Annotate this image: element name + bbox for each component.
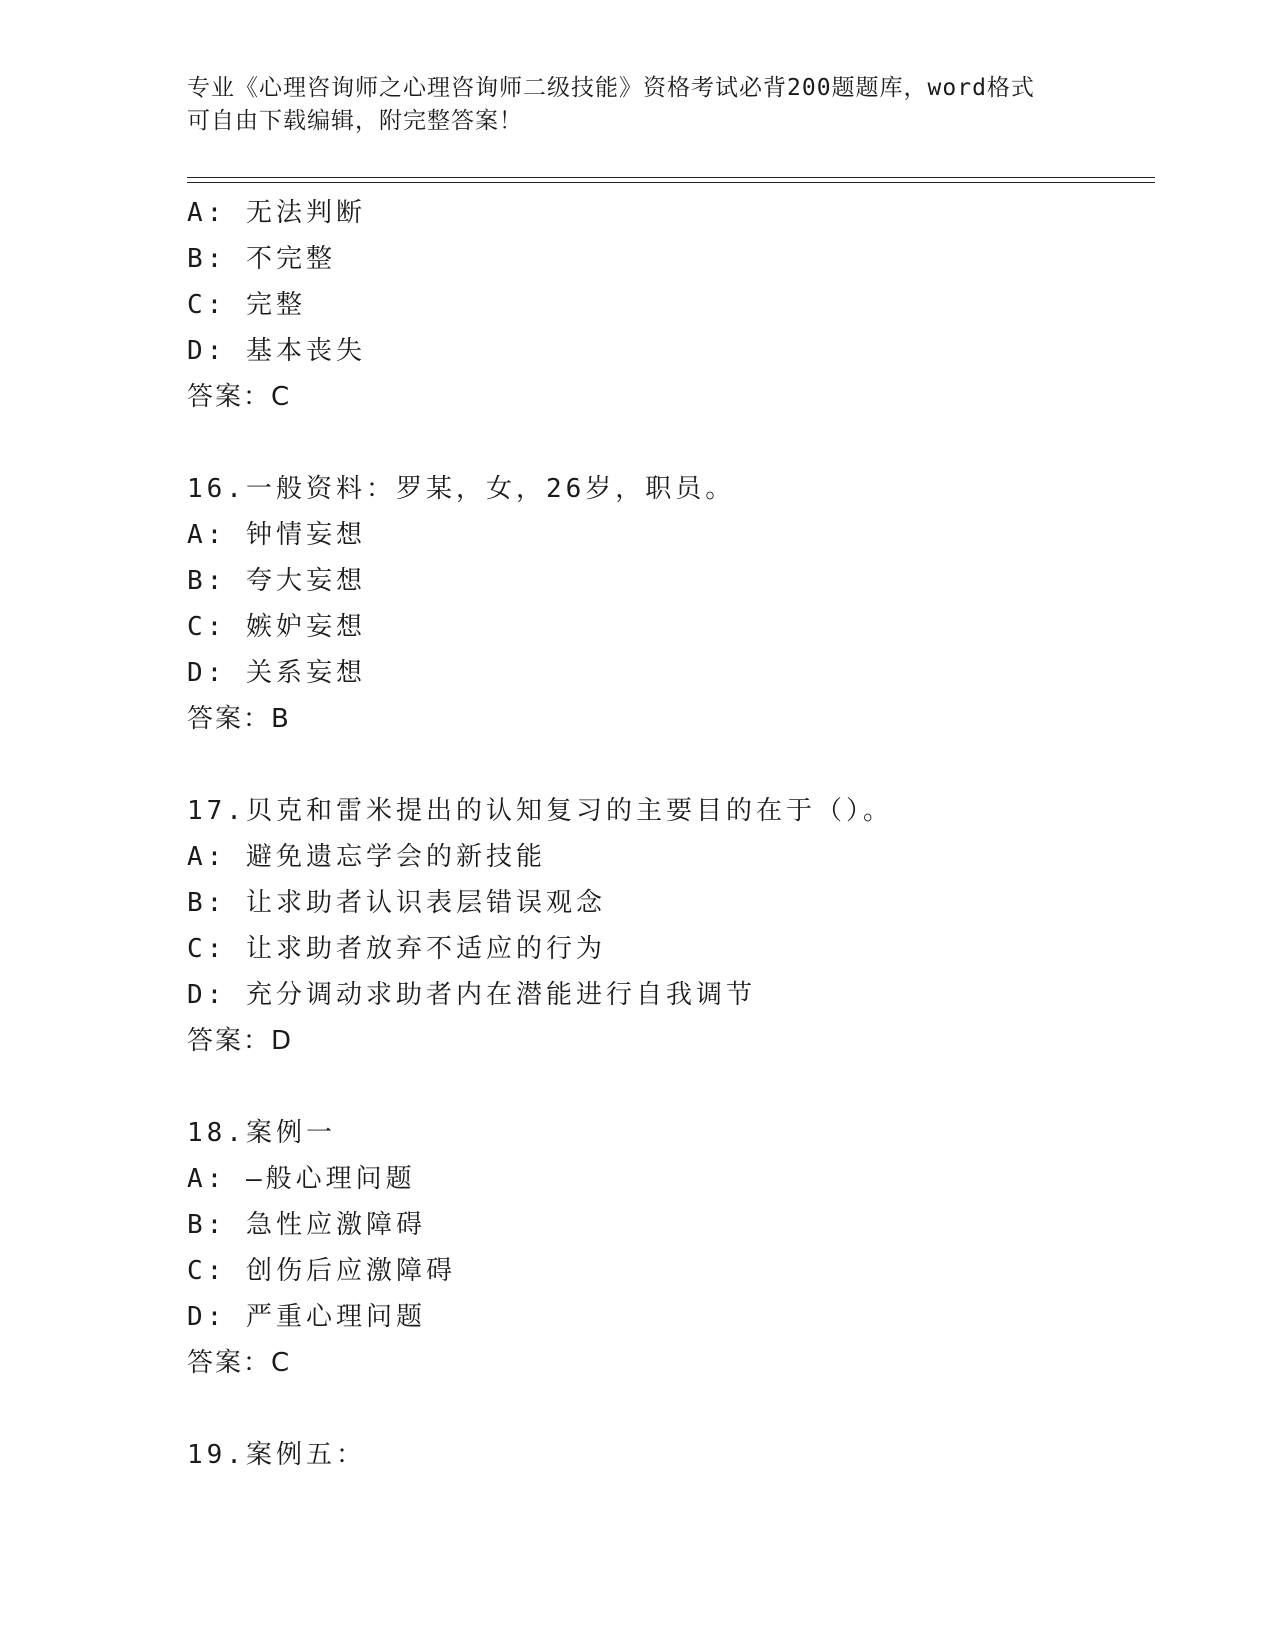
header-divider-top	[187, 177, 1155, 178]
question-16	[187, 466, 1155, 742]
option-a: A: 钟情妄想	[187, 520, 366, 550]
option-d: D: 严重心理问题	[187, 1302, 426, 1332]
option-a: A: 无法判断	[187, 198, 366, 228]
answer: 答案：D	[187, 1026, 294, 1056]
option-a: A: —般心理问题	[187, 1164, 416, 1194]
question-stem: 16.一般资料：罗某，女，26岁，职员。	[187, 474, 736, 504]
document-header	[187, 72, 1067, 138]
question-15-continued	[187, 190, 1155, 420]
option-b: B: 不完整	[187, 244, 336, 274]
answer: 答案：B	[187, 704, 291, 734]
option-d: D: 充分调动求助者内在潜能进行自我调节	[187, 980, 756, 1010]
option-d: D: 关系妄想	[187, 658, 366, 688]
option-c: C: 嫉妒妄想	[187, 612, 366, 642]
header-line-1: 专业《心理咨询师之心理咨询师二级技能》资格考试必背200题题库，word格式	[187, 75, 1035, 101]
question-17	[187, 788, 1155, 1064]
answer: 答案：C	[187, 1348, 292, 1378]
answer: 答案：C	[187, 382, 292, 412]
option-c: C: 创伤后应激障碍	[187, 1256, 456, 1286]
question-stem: 18.案例一	[187, 1118, 336, 1148]
option-c: C: 让求助者放弃不适应的行为	[187, 934, 606, 964]
option-b: B: 急性应激障碍	[187, 1210, 426, 1240]
option-b: B: 让求助者认识表层错误观念	[187, 888, 606, 918]
option-c: C: 完整	[187, 290, 306, 320]
header-divider-bottom	[187, 182, 1155, 183]
question-stem: 17.贝克和雷米提出的认知复习的主要目的在于（）。	[187, 796, 893, 826]
option-a: A: 避免遗忘学会的新技能	[187, 842, 546, 872]
option-b: B: 夸大妄想	[187, 566, 366, 596]
question-19	[187, 1432, 1155, 1478]
option-d: D: 基本丧失	[187, 336, 366, 366]
question-stem: 19.案例五：	[187, 1440, 366, 1470]
header-line-2: 可自由下载编辑，附完整答案！	[187, 108, 523, 134]
question-list	[187, 190, 1155, 1478]
question-18	[187, 1110, 1155, 1386]
